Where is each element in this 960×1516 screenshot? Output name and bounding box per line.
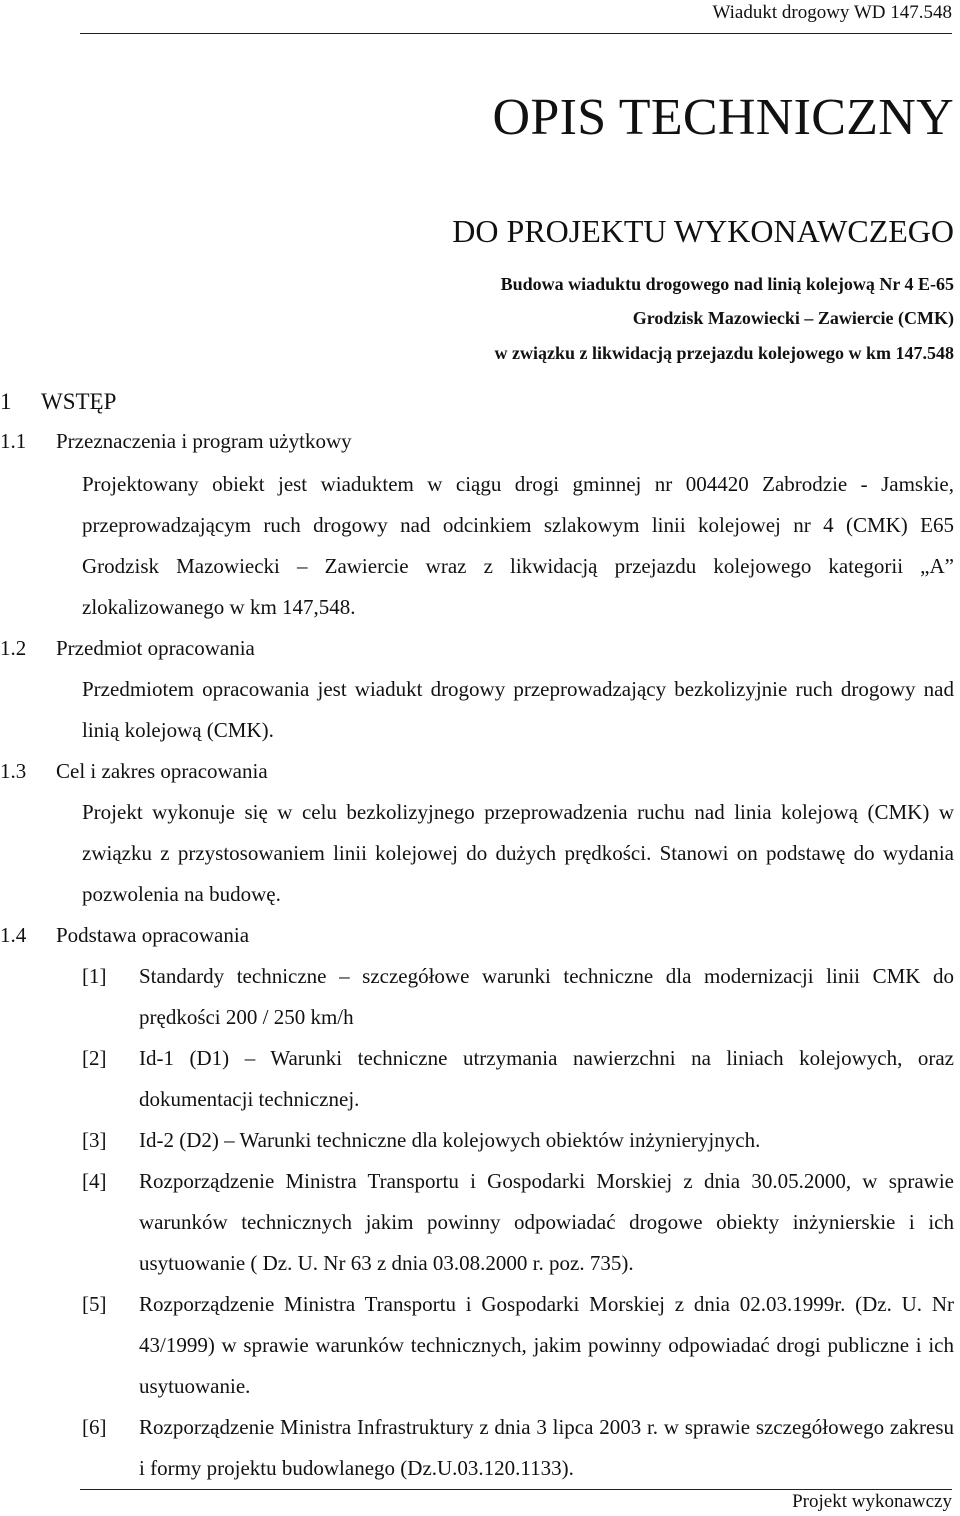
section-title: Cel i zakres opracowania [56, 759, 268, 783]
chapter-number: 1 [0, 389, 12, 414]
section-heading [0, 634, 255, 662]
reference-text: Rozporządzenie Ministra Infrastruktury z dnia 3 lipca 2003 r. w sprawie szczegółowego zakresu i formy projektu budowlanego (Dz.U.03.120.1133). [139, 1415, 954, 1480]
project-description-line: w związku z likwidacją przejazdu kolejowego w km 147.548 [494, 343, 954, 363]
reference-number: [6] [82, 1415, 107, 1439]
project-description-line: Budowa wiaduktu drogowego nad linią kolejową Nr 4 E-65 [500, 274, 954, 294]
chapter-heading [0, 387, 116, 417]
project-description-line: Grodzisk Mazowiecki – Zawiercie (CMK) [632, 308, 954, 328]
reference-text: Standardy techniczne – szczegółowe warunki techniczne dla modernizacji linii CMK do prędkości 200 / 250 km/h [139, 964, 954, 1029]
reference-item [82, 1407, 954, 1489]
reference-item [82, 1120, 954, 1161]
reference-number: [4] [82, 1169, 107, 1193]
running-footer: Projekt wykonawczy [792, 1491, 952, 1512]
header-divider [80, 33, 952, 34]
reference-text: Id-2 (D2) – Warunki techniczne dla kolejowych obiektów inżynieryjnych. [139, 1128, 761, 1152]
running-header: Wiadukt drogowy WD 147.548 [712, 2, 952, 23]
reference-number: [2] [82, 1046, 107, 1070]
section-number: 1.1 [0, 429, 27, 453]
section-paragraph: Projekt wykonuje się w celu bezkolizyjnego przeprowadzenia ruchu nad linia kolejową (CMK) w związku z przystosowaniem linii kolejowej do dużych prędkości. Stanowi on podstawę do wydania pozwolenia na budowę. [82, 800, 954, 906]
section-number: 1.2 [0, 636, 27, 660]
section-number: 1.3 [0, 759, 27, 783]
reference-number: [5] [82, 1292, 107, 1316]
reference-item [82, 1161, 954, 1284]
reference-number: [3] [82, 1128, 107, 1152]
reference-item [82, 956, 954, 1038]
reference-text: Rozporządzenie Ministra Transportu i Gospodarki Morskiej z dnia 30.05.2000, w sprawie warunków technicznych jakim powinny odpowiadać drogowe obiekty inżynierskie i ich usytuowanie ( Dz. U. Nr 63 z dnia 03.08.2000 r. poz. 735). [139, 1169, 954, 1275]
reference-item [82, 1284, 954, 1407]
section-heading [0, 921, 249, 949]
document-subtitle: DO PROJEKTU WYKONAWCZEGO [452, 213, 954, 249]
section-title: Przedmiot opracowania [56, 636, 255, 660]
section-paragraph: Projektowany obiekt jest wiaduktem w ciągu drogi gminnej nr 004420 Zabrodzie - Jamskie, przeprowadzającym ruch drogowy nad odcinkiem szlakowym linii kolejowej nr 4 (CMK) E65 Grodzisk Mazowiecki – Zawiercie wraz z likwidacją przejazdu kolejowego kategorii „A” zlokalizowanego w km 147,548. [82, 472, 954, 619]
section-title: Podstawa opracowania [56, 923, 250, 947]
reference-item [82, 1038, 954, 1120]
chapter-title: WSTĘP [41, 389, 117, 414]
reference-text: Id-1 (D1) – Warunki techniczne utrzymania nawierzchni na liniach kolejowych, oraz dokumentacji technicznej. [139, 1046, 954, 1111]
section-number: 1.4 [0, 923, 27, 947]
reference-number: [1] [82, 964, 107, 988]
reference-text: Rozporządzenie Ministra Transportu i Gospodarki Morskiej z dnia 02.03.1999r. (Dz. U. Nr 43/1999) w sprawie warunków technicznych, jakim powinny odpowiadać drogi publiczne i ich usytuowanie. [139, 1292, 954, 1398]
section-heading [0, 427, 352, 455]
section-title: Przeznaczenia i program użytkowy [56, 429, 352, 453]
section-paragraph: Przedmiotem opracowania jest wiadukt drogowy przeprowadzający bezkolizyjnie ruch drogowy nad linią kolejową (CMK). [82, 677, 954, 742]
section-heading [0, 757, 268, 785]
document-title: OPIS TECHNICZNY [492, 89, 954, 146]
